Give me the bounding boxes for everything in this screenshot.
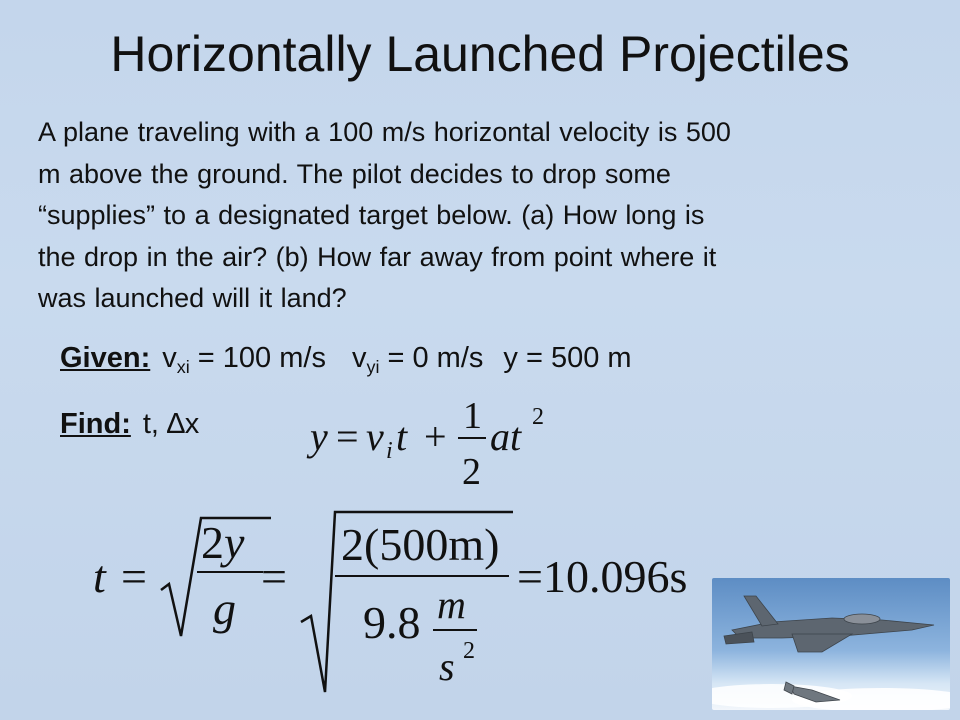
eq1-denominator: 2 [462,451,481,492]
given-row [60,338,632,387]
eq2-equals-1: = [121,551,147,602]
problem-line: was launched will it land? [38,283,347,313]
eq2-denominator: 9.8 [363,597,421,648]
vx-value: = 100 m/s [189,342,326,374]
eq2-m: m [437,582,466,627]
eq2-equals-2: = [261,551,287,602]
eq1-numerator: 1 [463,395,482,437]
vx-subscript: xi [176,356,190,377]
problem-line: the drop in the air? (b) How far away from point where it [38,241,717,272]
vy-symbol: v [351,342,367,374]
vx-symbol: v [162,342,177,374]
problem-line: A plane traveling with a 100 m/s horizontal velocity is 500 [38,117,731,147]
eq2-s: s [439,644,455,689]
eq2-result: =10.096s [517,551,688,602]
eq2-t: t [93,551,106,602]
fighter-jet-image [712,578,950,710]
eq1-plus: + [424,414,447,459]
problem-line: “supplies” to a designated target below. (a) How long is [38,200,705,230]
eq1-at: at [490,414,522,459]
kinematic-equation [300,392,560,492]
eq1-exponent: 2 [532,404,544,430]
slide-title: Horizontally Launched Projectiles [110,26,850,82]
eq1-sub-i: i [386,438,393,464]
vy-subscript: yi [366,356,380,377]
eq2-g: g [213,583,236,634]
find-label: Find: [60,408,131,440]
eq1-y: y [310,414,328,459]
height-value: y = 500 m [503,342,632,374]
eq2-numerator: 2(500m) [341,519,500,570]
eq1-t: t [396,414,408,459]
find-text: t, ∆x [142,408,200,440]
eq1-equals: = [336,414,359,459]
vy-value: = 0 m/s [379,342,484,374]
find-row [60,404,199,444]
eq1-v: v [366,414,384,459]
problem-statement [38,112,918,320]
eq2-exponent: 2 [463,638,475,664]
problem-line: m above the ground. The pilot decides to drop some [38,158,671,189]
given-label: Given: [60,342,151,374]
time-equation [85,500,725,700]
eq2-2y: 2y [201,517,245,568]
